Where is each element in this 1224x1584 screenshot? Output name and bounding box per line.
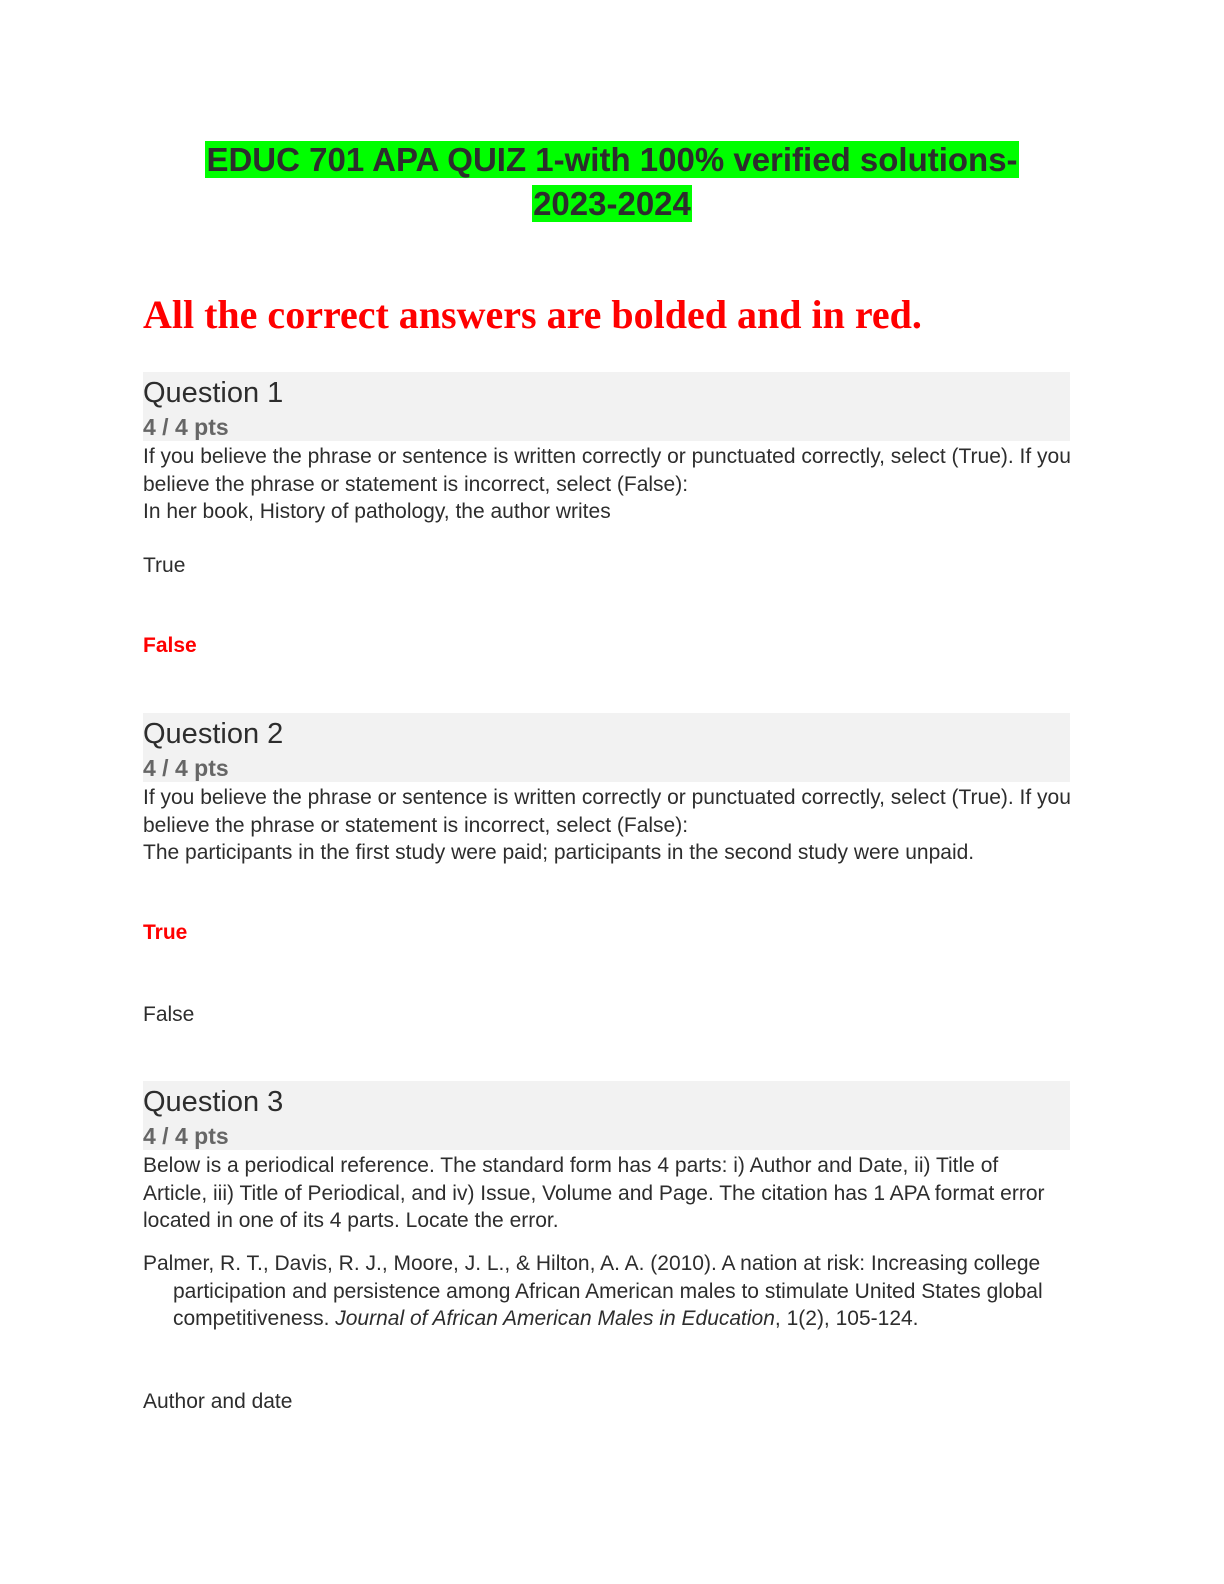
- question-2-instructions: If you believe the phrase or sentence is written correctly or punctuated correctly, select (True). If you believe the phrase or statement is incorrect, select (False):: [143, 786, 1071, 837]
- question-1-instructions: If you believe the phrase or sentence is written correctly or punctuated correctly, select (True). If you believe the phrase or statement is incorrect, select (False):: [143, 445, 1071, 496]
- question-1-statement: In her book, History of pathology, the author writes: [143, 500, 611, 523]
- question-2-points: 4 / 4 pts: [143, 755, 229, 781]
- question-1-prompt: [143, 443, 1073, 526]
- reference-issue-pages: , 1(2), 105-124.: [774, 1307, 919, 1330]
- answer-key-note: All the correct answers are bolded and in red.: [143, 292, 922, 337]
- question-1-points: 4 / 4 pts: [143, 414, 229, 440]
- question-3-option-author-date[interactable]: Author and date: [143, 1390, 293, 1413]
- question-1-header: [143, 372, 1070, 441]
- question-2-header: [143, 713, 1070, 782]
- reference-text: Palmer, R. T., Davis, R. J., Moore, J. L., & Hilton, A. A. (2010). A nation at risk: Increasing college participation and persistence among African American males to stimulate United States global competitiveness.: [143, 1252, 1043, 1330]
- question-2-option-true-correct[interactable]: True: [143, 921, 188, 944]
- title-line-2: 2023-2024: [533, 185, 691, 222]
- question-2-option-false[interactable]: False: [143, 1003, 195, 1026]
- title-line-1: EDUC 701 APA QUIZ 1-with 100% verified solutions-: [206, 141, 1018, 178]
- question-3-reference: [143, 1250, 1070, 1333]
- document-title: [0, 138, 1224, 226]
- question-2-statement: The participants in the first study were paid; participants in the second study were unpaid.: [143, 841, 975, 864]
- question-1-option-false-correct[interactable]: False: [143, 634, 197, 657]
- question-3-header: [143, 1081, 1070, 1150]
- question-3-prompt: Below is a periodical reference. The standard form has 4 parts: i) Author and Date, ii) Title of Article, iii) Title of Periodical, and iv) Issue, Volume and Page. The citation has 1 APA format error located in one of its 4 parts. Locate the error.: [143, 1154, 1045, 1232]
- question-2-prompt: [143, 784, 1073, 867]
- reference-journal-title: Journal of African American Males in Education: [335, 1307, 775, 1330]
- question-3-title: Question 3: [143, 1086, 284, 1118]
- question-1-title: Question 1: [143, 377, 284, 409]
- question-2-title: Question 2: [143, 718, 284, 750]
- question-3-points: 4 / 4 pts: [143, 1123, 229, 1149]
- question-1-option-true[interactable]: True: [143, 554, 186, 577]
